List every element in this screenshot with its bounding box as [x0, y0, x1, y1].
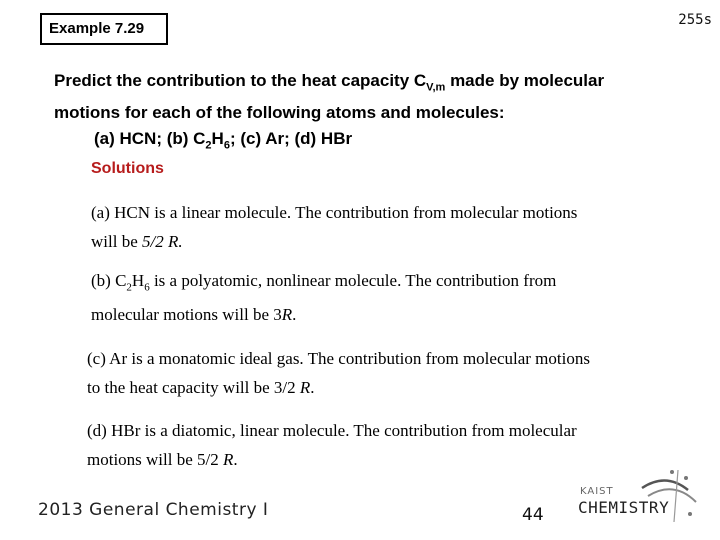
solution-d-line-2: motions will be 5/2 R. — [87, 450, 238, 469]
logo-small-text: KAIST — [580, 486, 614, 497]
example-title-box — [40, 13, 168, 45]
solution-a-line-1: (a) HCN is a linear molecule. The contribution from molecular motions — [91, 203, 578, 222]
solution-c-line-2: to the heat capacity will be 3/2 R. — [87, 378, 315, 397]
example-title: Example 7.29 — [49, 20, 145, 37]
solution-d-line-1: (d) HBr is a diatomic, linear molecule. The contribution from molecular — [87, 421, 577, 440]
course-footer: 2013 General Chemistry I — [38, 500, 269, 520]
solution-b-line-2: molecular motions will be 3R. — [91, 305, 297, 324]
kaist-chemistry-logo — [578, 466, 698, 526]
solution-b-line-1: (b) $C_2H_6$ is a polyatomic, nonlinear molecule. The contribution from — [91, 271, 557, 294]
page-number: 44 — [522, 505, 544, 525]
slide-code: 255s — [678, 12, 712, 28]
question-line-2: motions for each of the following atoms and molecules: — [54, 103, 505, 123]
solution-c-line-1: (c) Ar is a monatomic ideal gas. The contribution from molecular motions — [87, 349, 590, 368]
question-line-1: Predict the contribution to the heat capacity $C_{V,m}$ made by molecular — [54, 71, 605, 94]
solutions-label: Solutions — [91, 160, 164, 177]
solution-a-line-2: will be 5/2 R. — [91, 232, 183, 251]
question-line-3: (a) HCN; (b) $C_2H_6$; (c) Ar; (d) HBr — [94, 129, 353, 152]
question-text — [54, 68, 674, 159]
logo-big-text: CHEMISTRY — [578, 498, 670, 517]
